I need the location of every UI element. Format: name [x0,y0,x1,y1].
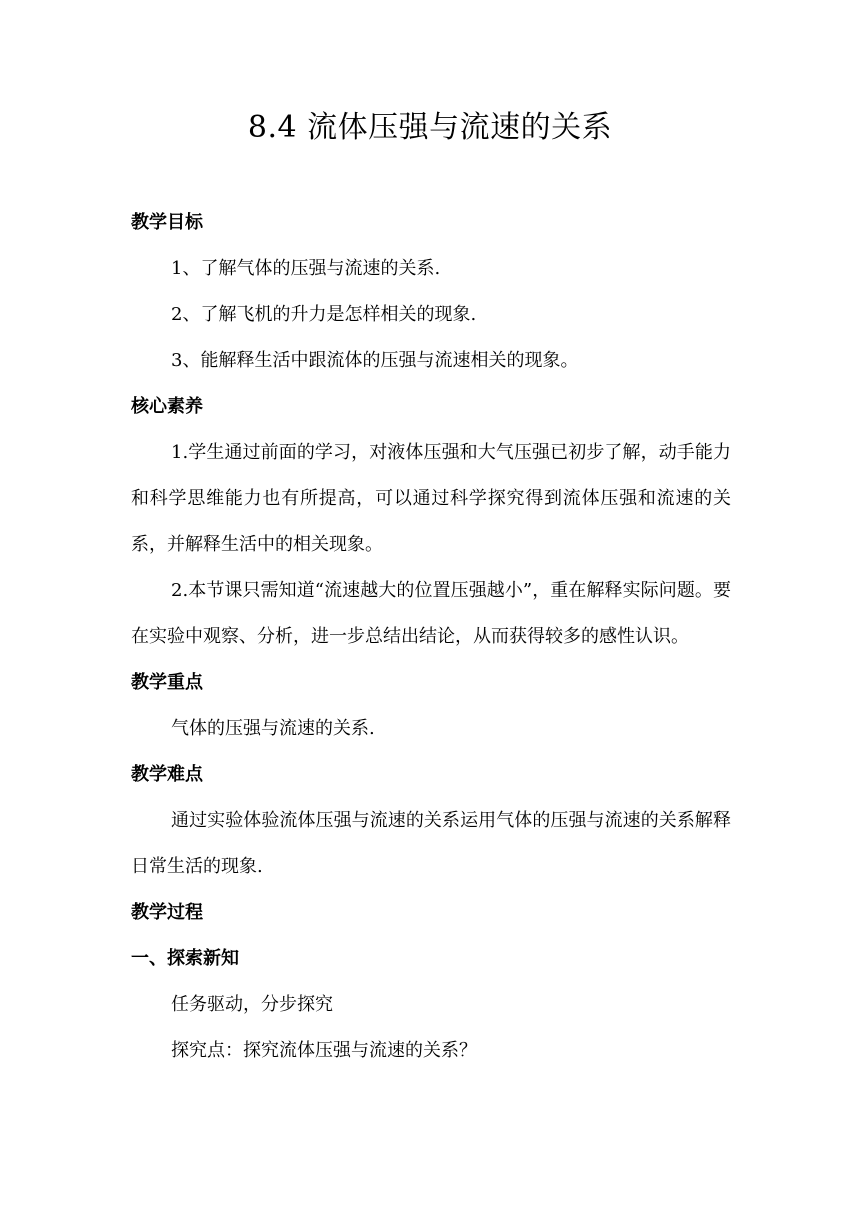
process-subheading: 一、探索新知 [131,948,239,969]
objective-item: 1、了解气体的压强与流速的关系. [171,258,441,279]
literacy-heading: 核心素养 [131,396,203,417]
process-line: 任务驱动，分步探究 [171,994,333,1015]
process-heading: 教学过程 [131,902,203,923]
objective-item: 3、能解释生活中跟流体的压强与流速相关的现象。 [171,350,579,371]
process-line: 探究点：探究流体压强与流速的关系？ [171,1040,477,1061]
document-body [131,200,731,1074]
literacy-paragraph: 1.学生通过前面的学习，对液体压强和大气压强已初步了解，动手能力和科学思维能力也有所提高，可以通过科学探究得到流体压强和流速的关系，并解释生活中的相关现象。 [131,442,731,555]
objective-item: 2、了解飞机的升力是怎样相关的现象. [171,304,477,325]
document-title: 8.4 流体压强与流速的关系 [247,110,613,145]
difficulty-heading: 教学难点 [131,764,203,785]
key-point-text: 气体的压强与流速的关系. [171,718,375,739]
objectives-heading: 教学目标 [131,212,203,233]
difficulty-text: 通过实验体验流体压强与流速的关系运用气体的压强与流速的关系解释日常生活的现象. [131,810,731,877]
literacy-paragraph: 2.本节课只需知道“流速越大的位置压强越小”，重在解释实际问题。要在实验中观察、分析，进一步总结出结论，从而获得较多的感性认识。 [131,580,731,647]
key-point-heading: 教学重点 [131,672,203,693]
